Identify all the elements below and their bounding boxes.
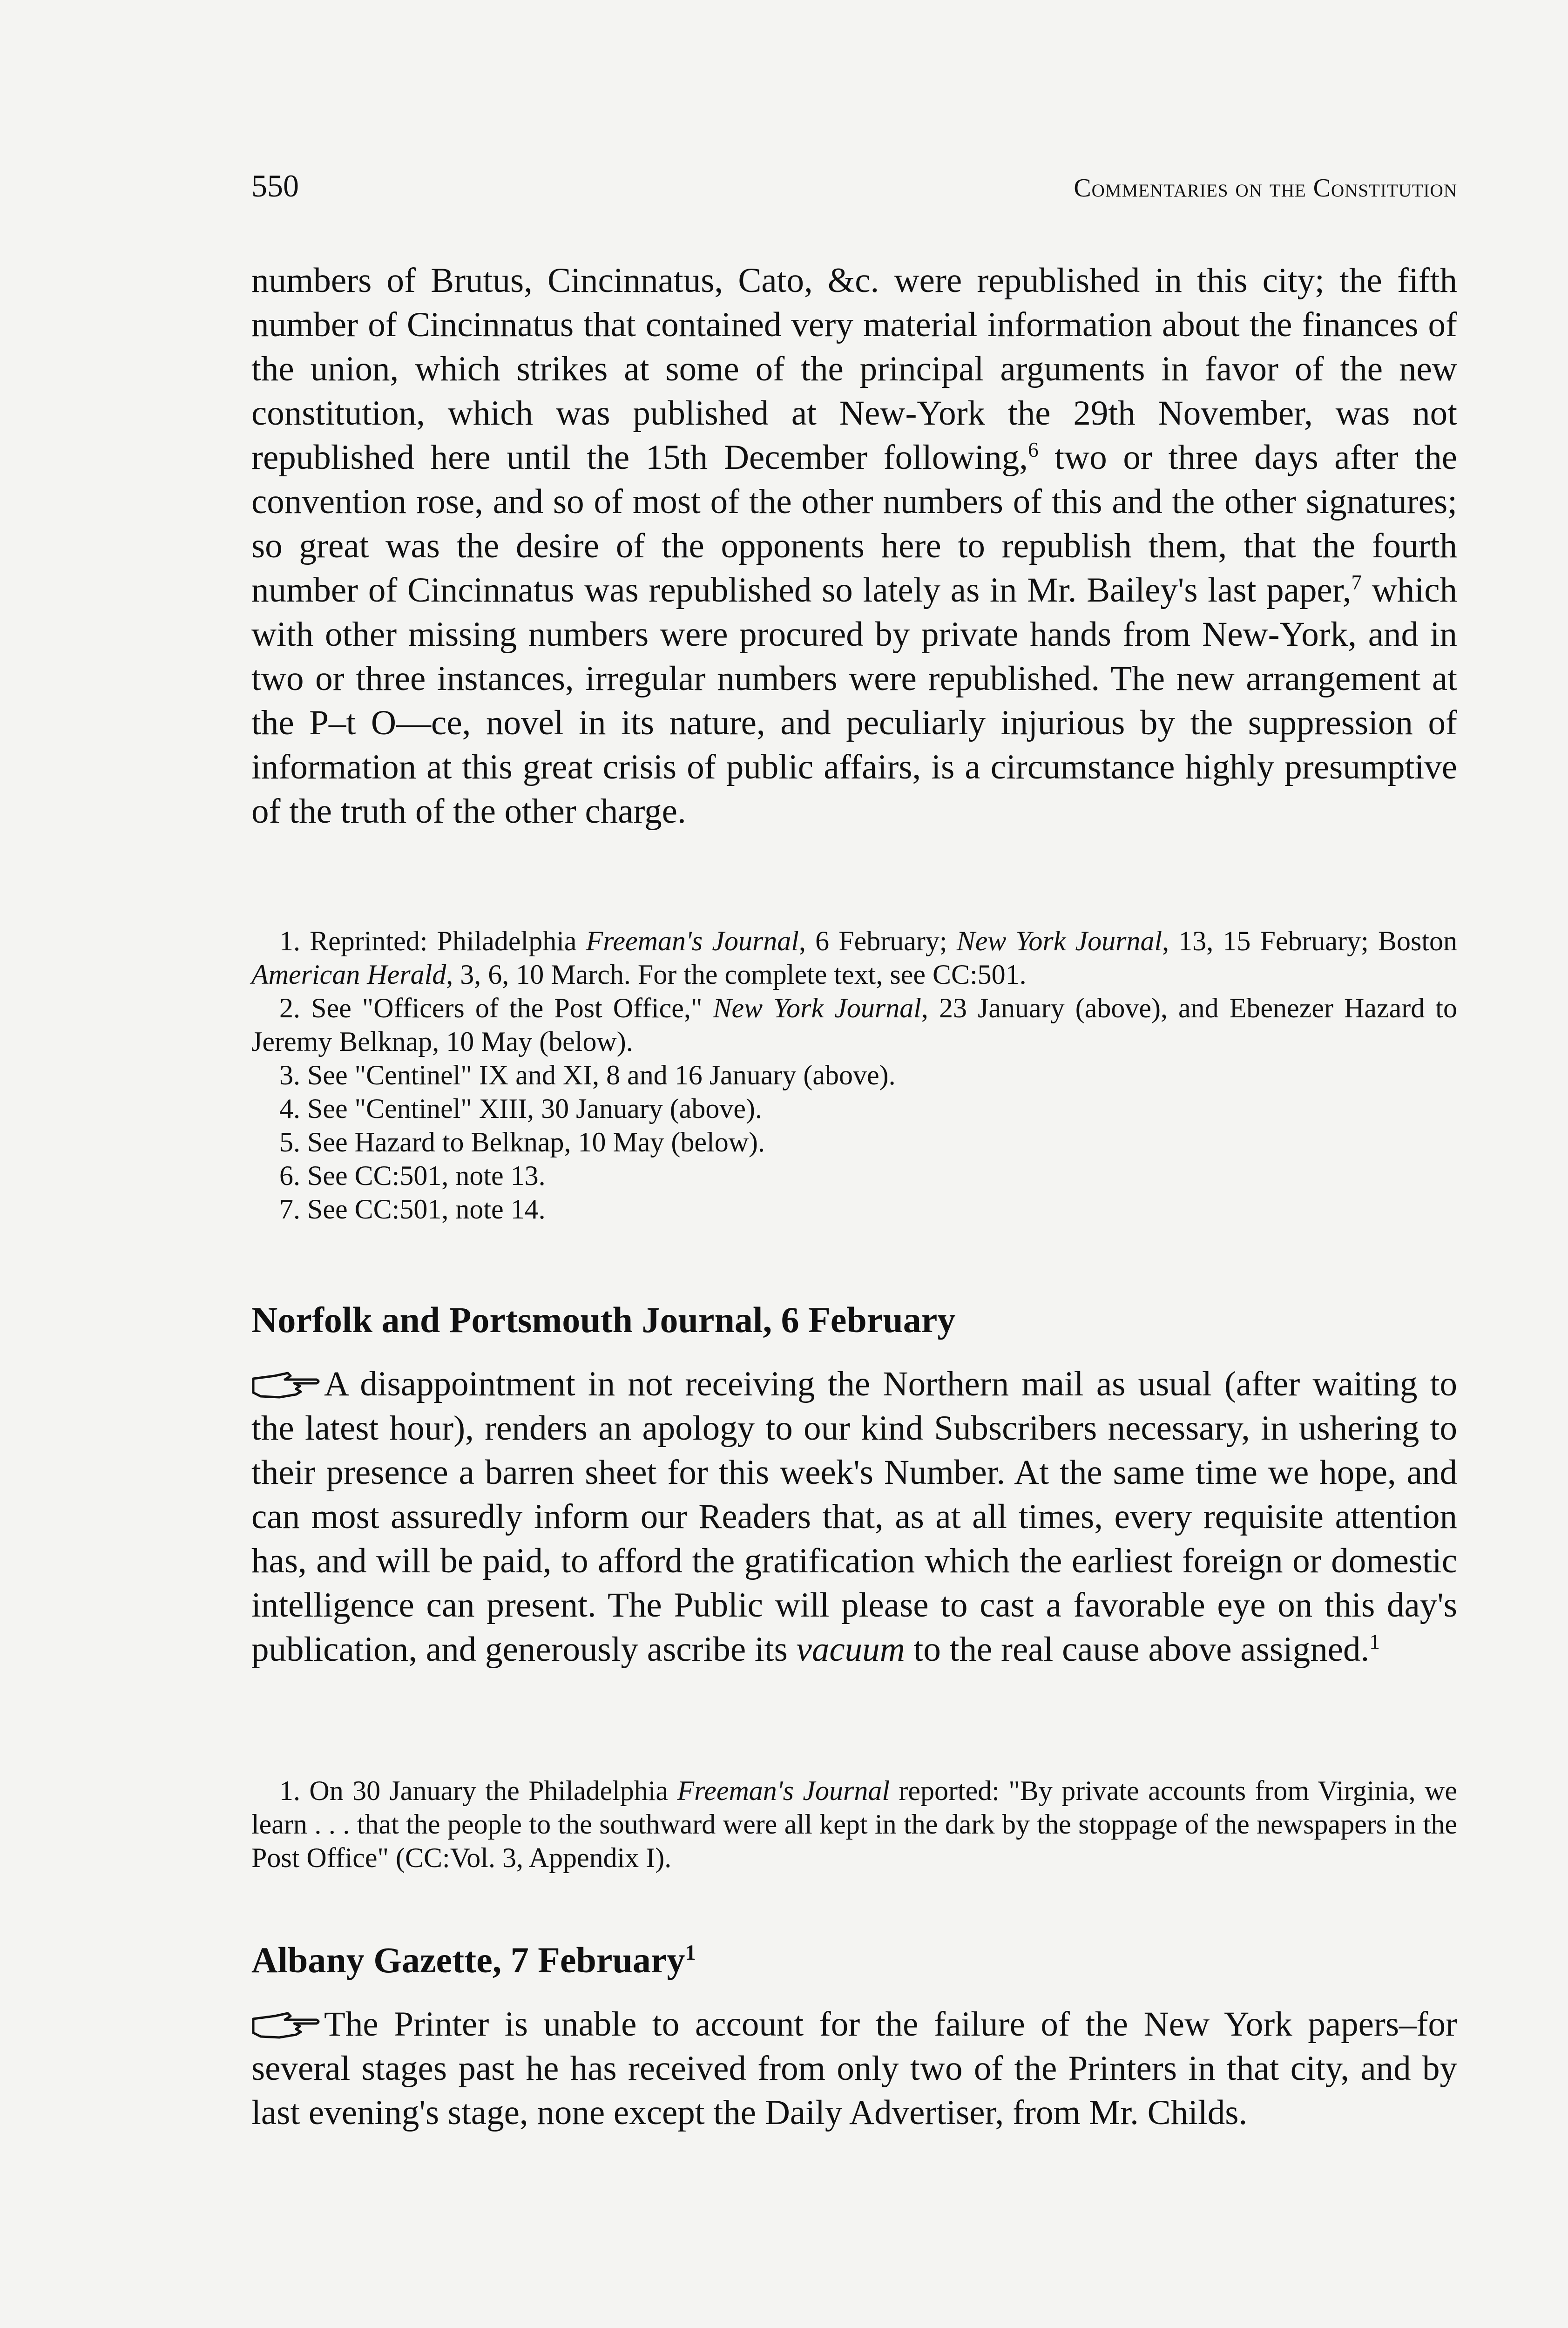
- footnote-ref: 1: [685, 1941, 696, 1965]
- article2-body: A disappointment in not receiving the Northern mail as usual (after waiting to the latest hour), renders an apology to our kind Subscribers necessary, in ushering to their presence a barren sheet for this week's Number. At the same time we hope, and can most assuredly inform our Readers that, as at all times, every requisite attention has, and will be paid, to afford the gratification which the earliest foreign or domestic intelligence can present. The Public will please to cast a favorable eye on this day's publication, and generously ascribe its vacuum to the real cause above assigned.$^1$: [251, 1365, 1457, 1669]
- pointing-hand-icon: [251, 2010, 321, 2039]
- footnote-3: 3. See "Centinel" IX and XI, 8 and 16 January (above).: [279, 1060, 896, 1090]
- footnote-7: 7. See CC:501, note 14.: [279, 1194, 546, 1225]
- footnote-ref: 7: [1351, 571, 1362, 594]
- article2-footnotes: [251, 1774, 1457, 1875]
- footnote-4: 4. See "Centinel" XIII, 30 January (above).: [279, 1093, 762, 1124]
- footnote-ref: 1: [1369, 1630, 1380, 1653]
- footnote-1: 1. On 30 January the Philadelphia Freeman's Journal reported: "By private accounts from Virginia, we learn . . . that the people to the southward were all kept in the dark by the stoppage of the newspapers in the Post Office" (CC:Vol. 3, Appendix I).: [251, 1775, 1457, 1873]
- footnote-2: 2. See "Officers of the Post Office," New York Journal, 23 January (above), and Ebenezer Hazard to Jeremy Belknap, 10 May (below).: [251, 993, 1457, 1057]
- footnote-5: 5. See Hazard to Belknap, 10 May (below).: [279, 1127, 765, 1157]
- pointing-hand-icon: [251, 1369, 321, 1399]
- running-head: Commentaries on the Constitution: [1074, 174, 1457, 203]
- page-number: 550: [251, 168, 299, 203]
- article3-heading: Albany Gazette, 7 February$^1$: [251, 1940, 696, 1980]
- article2-heading: Norfolk and Portsmouth Journal, 6 February: [251, 1299, 956, 1340]
- article3-body: The Printer is unable to account for the failure of the New York papers–for several stages past he has received from only two of the Printers in that city, and by last evening's stage, none except the Daily Advertiser, from Mr. Childs.: [251, 2005, 1457, 2132]
- footnote-6: 6. See CC:501, note 13.: [279, 1160, 546, 1191]
- footnote-ref: 6: [1028, 438, 1039, 461]
- article1-footnotes: [251, 924, 1457, 1226]
- article1-body: numbers of Brutus, Cincinnatus, Cato, &c. were republished in this city; the fifth number of Cincinnatus that contained very material information about the finances of the union, which strikes at some of the principal arguments in favor of the new constitution, which was published at New-York the 29th November, was not republished here until the 15th December following,$^6$ two or three days after the convention rose, and so of most of the other numbers of this and the other signatures; so great was the desire of the opponents here to republish them, that the fourth number of Cincinnatus was republished so lately as in Mr. Bailey's last paper,$^7$ which with other missing numbers were procured by private hands from New-York, and in two or three instances, irregular numbers were republished. The new arrangement at the P–t O—ce, novel in its nature, and peculiarly injurious by the suppression of information at this great crisis of public affairs, is a circumstance highly presumptive of the truth of the other charge.: [251, 261, 1457, 831]
- footnote-1: 1. Reprinted: Philadelphia Freeman's Journal, 6 February; New York Journal, 13, 15 February; Boston American Herald, 3, 6, 10 March. For the complete text, see CC:501.: [251, 926, 1457, 990]
- page-header: [251, 168, 1457, 204]
